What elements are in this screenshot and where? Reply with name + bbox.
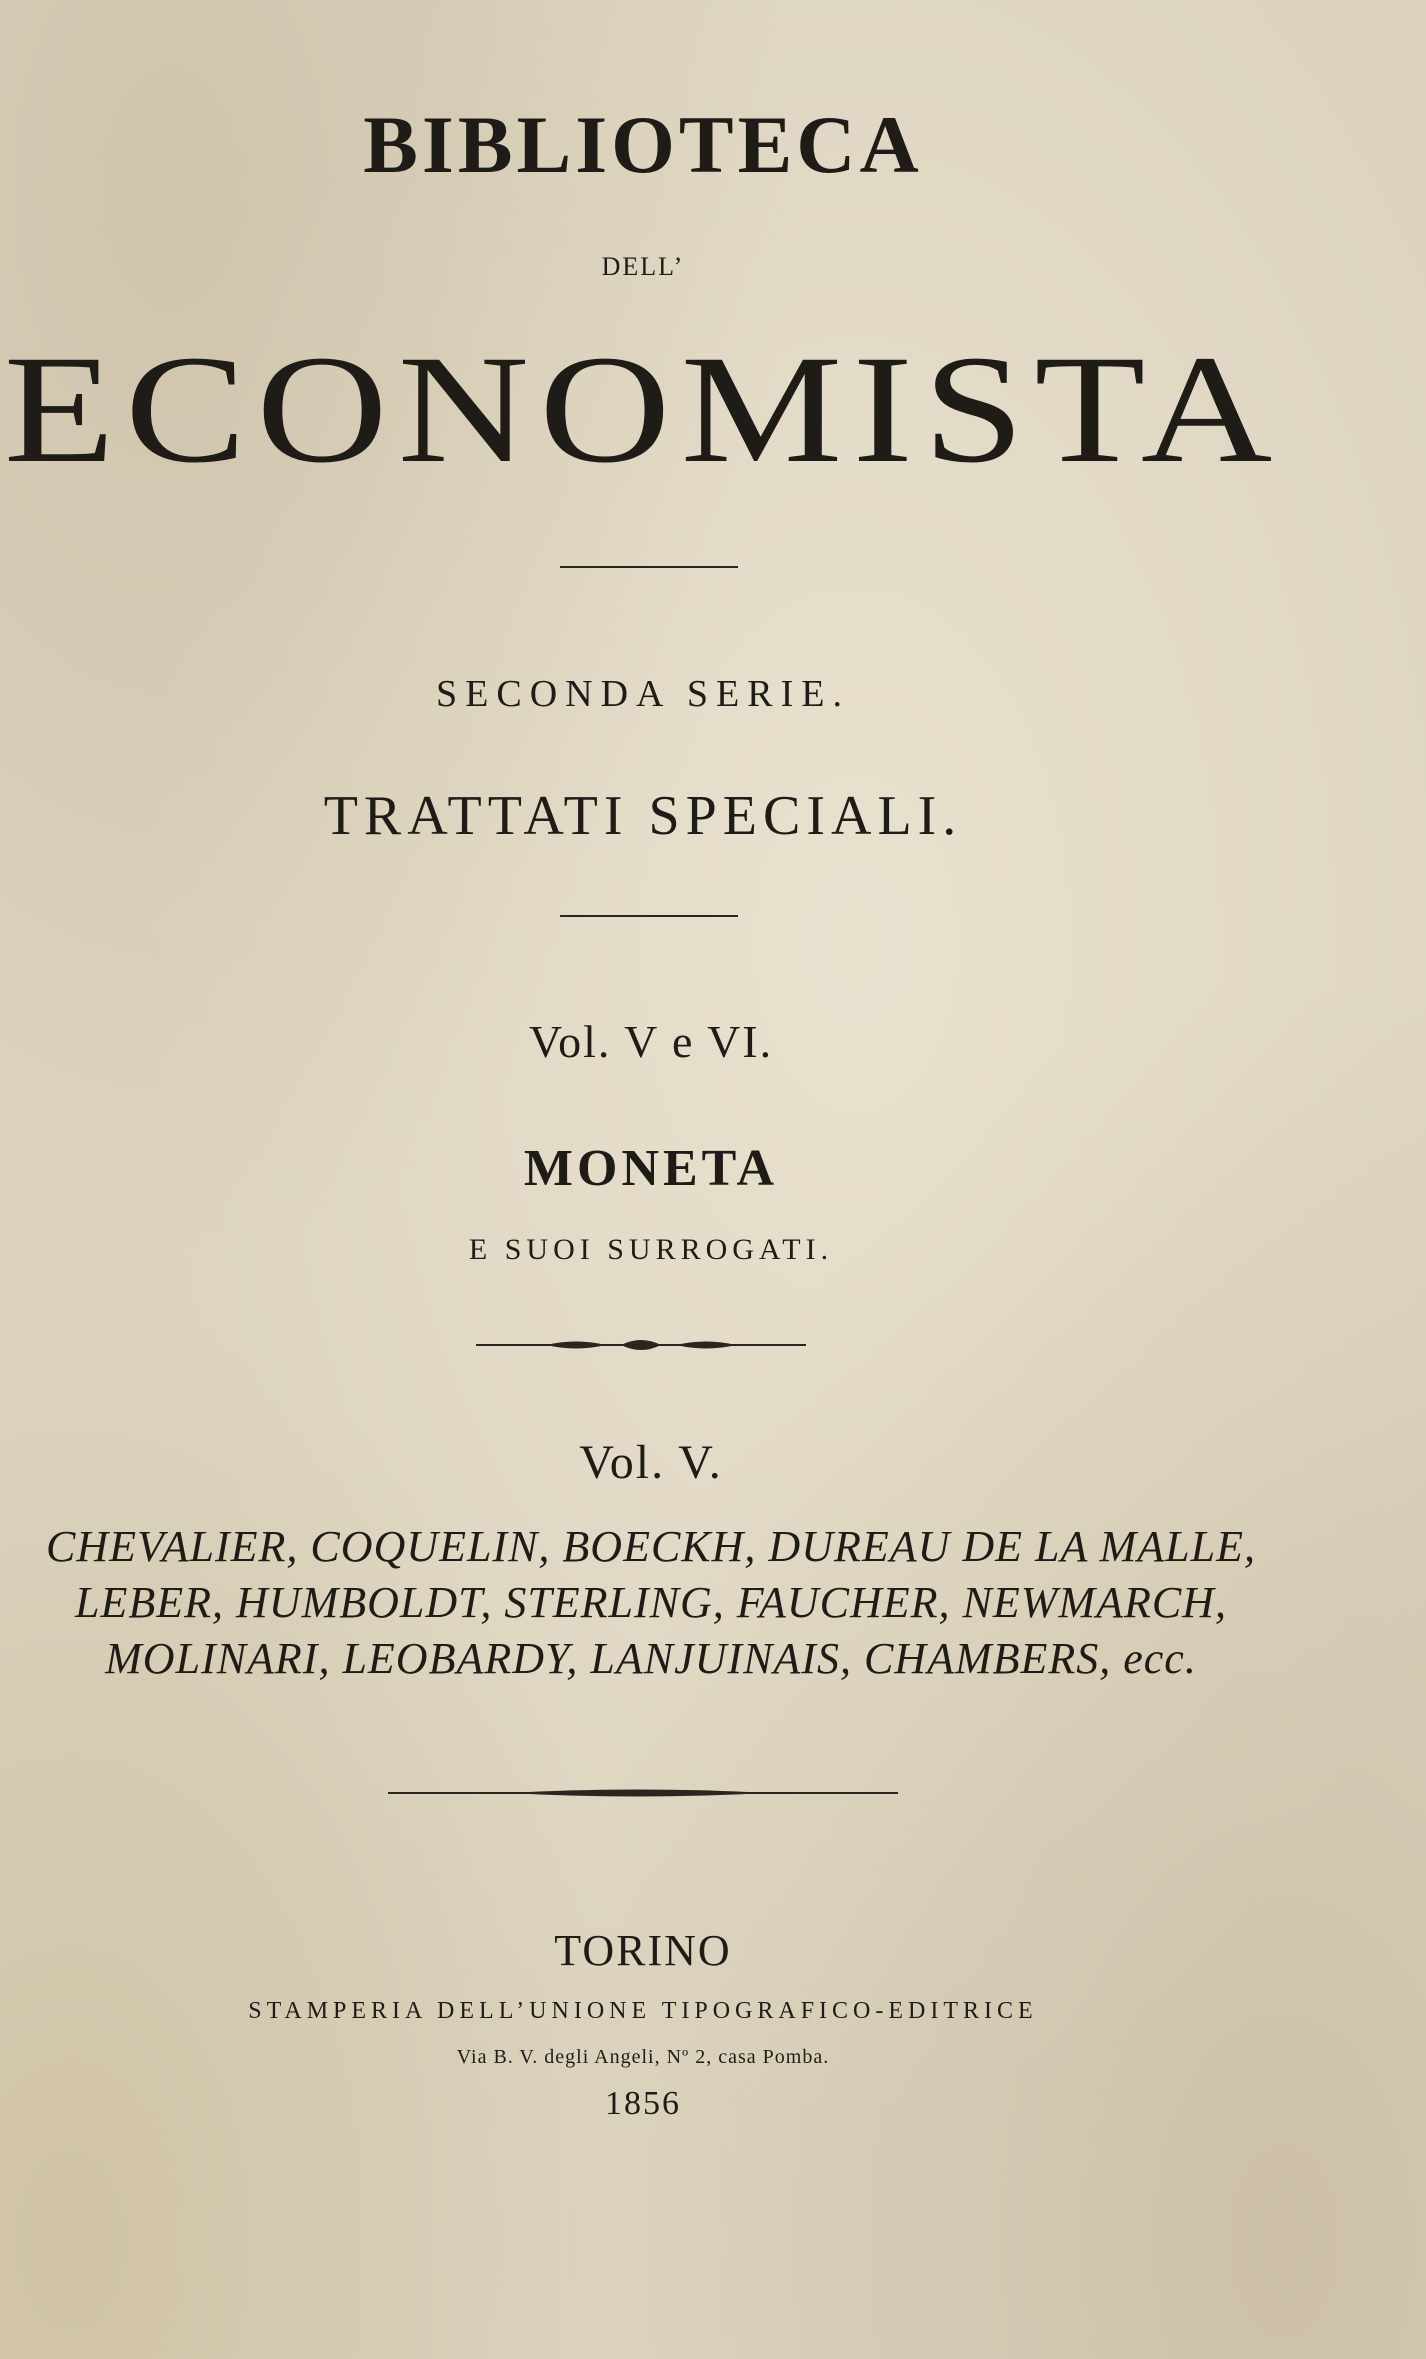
subject-subtitle: E SUOI SURROGATI. (468, 1233, 834, 1266)
title-connector: DELL’ (601, 252, 685, 281)
main-title: ECONOMISTA (3, 324, 1283, 495)
authors-line: LEBER, HUMBOLDT, STERLING, FAUCHER, NEWMARCH, (75, 1578, 1227, 1627)
ornament-divider (476, 1332, 806, 1358)
volumes-label: Vol. V e VI. (528, 1016, 774, 1067)
divider-rule (560, 566, 738, 568)
imprint-printer: STAMPERIA DELL’UNIONE TIPOGRAFICO-EDITRICE (248, 1998, 1038, 2024)
series-label: SECONDA SERIE. (436, 673, 850, 715)
series-title: BIBLIOTECA (363, 99, 923, 190)
volume-label: Vol. V. (579, 1436, 723, 1489)
authors-line: CHEVALIER, COQUELIN, BOECKH, DUREAU DE LA MALLE, (46, 1522, 1256, 1571)
subject-title: MONETA (523, 1140, 779, 1197)
ornament-rule (388, 1783, 898, 1803)
imprint-year: 1856 (605, 2085, 681, 2122)
imprint-city: TORINO (554, 1926, 732, 1975)
subseries-label: TRATTATI SPECIALI. (323, 785, 963, 847)
authors-line: MOLINARI, LEOBARDY, LANJUINAIS, CHAMBERS, ecc. (105, 1634, 1197, 1683)
imprint-address: Via B. V. degli Angeli, Nº 2, casa Pomba. (456, 2046, 830, 2068)
divider-rule (560, 915, 738, 917)
